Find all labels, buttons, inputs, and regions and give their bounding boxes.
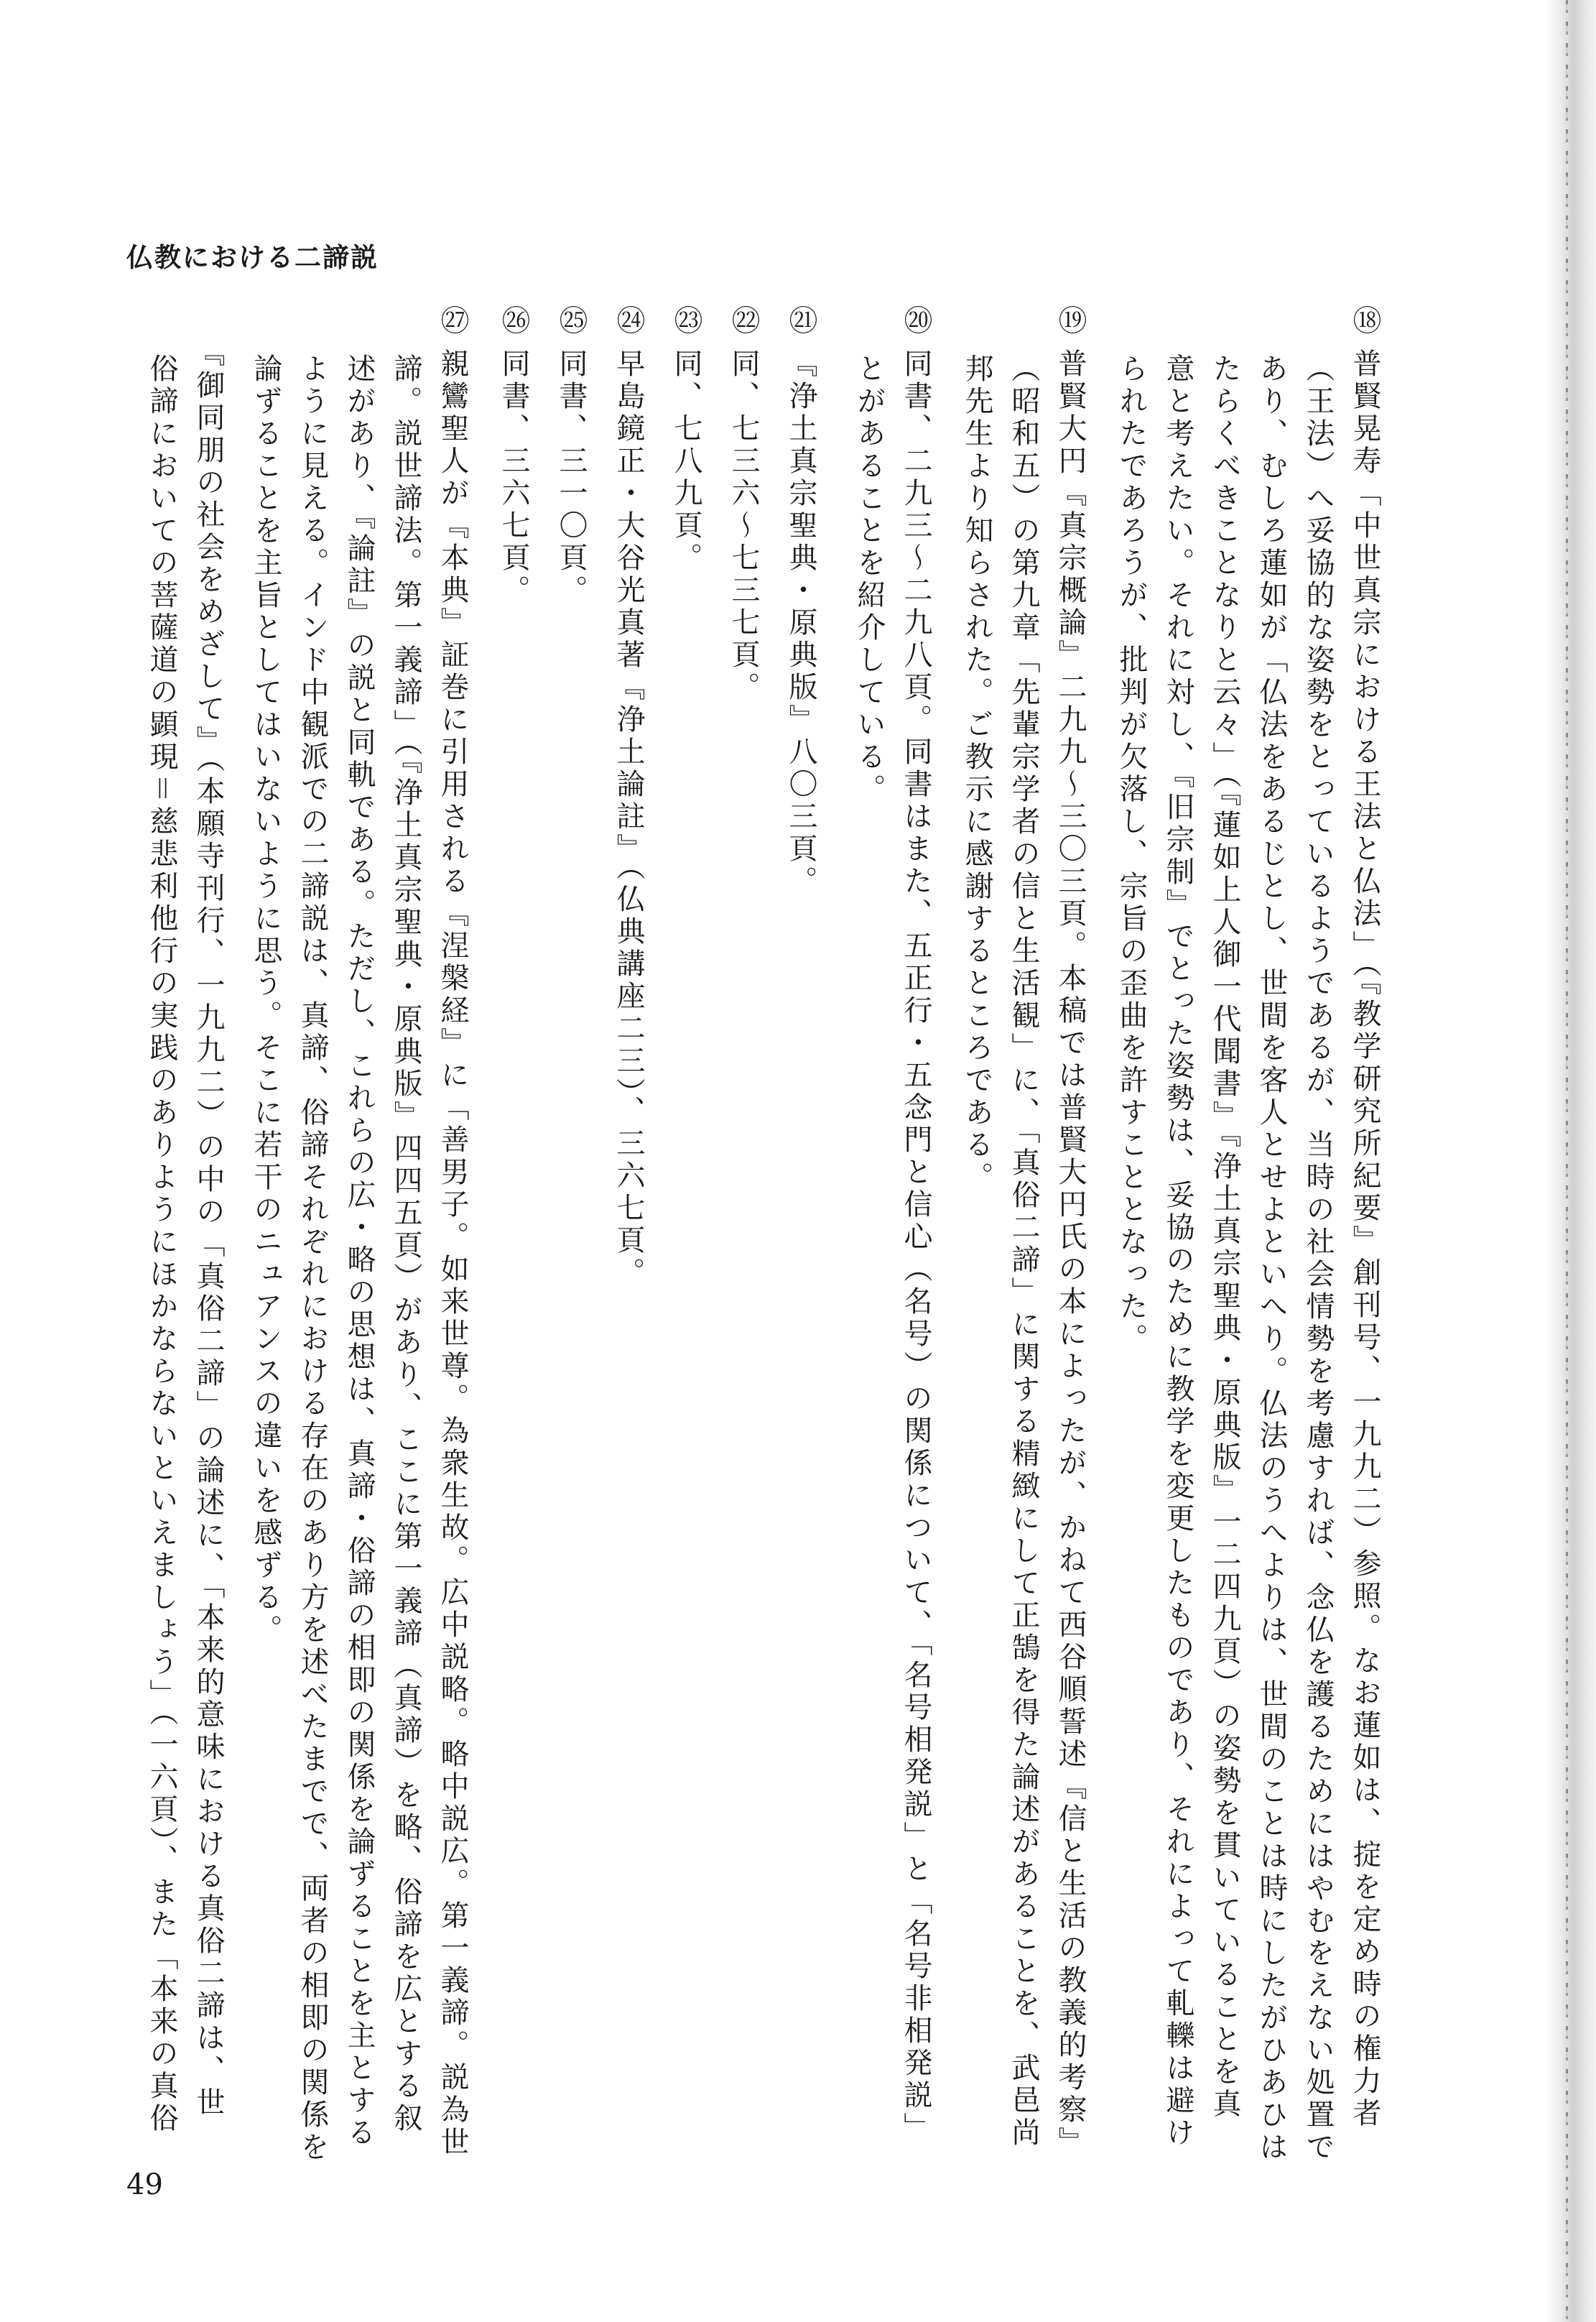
footnote-text: 普賢晃寿「中世真宗における王法と仏法」（『教学研究所紀要』創刊号、一九九二）参照。なお蓮如は、掟を定め時の権力者 xyxy=(1348,348,1381,2130)
footnote-number: ⑳ xyxy=(899,305,932,334)
footnote-number: ㉕ xyxy=(555,305,588,334)
footnote-text: とがあることを紹介している。 xyxy=(853,353,886,806)
footnote-26 xyxy=(499,305,528,2159)
footnote-line xyxy=(391,353,420,2159)
footnote-text: 述があり、『論註』の説と同軌である。ただし、これらの広・略の思想は、真諦・俗諦の相即の関係を論ずることを主とする xyxy=(343,353,376,2150)
footnote-text: ように見える。インド中観派での二諦説は、真諦、俗諦それぞれにおける存在のあり方を述べたまでで、両者の相即の関係を xyxy=(296,353,329,2164)
footnote-number: ㉓ xyxy=(669,305,702,334)
footnote-text: 論ずることを主旨としてはいないように思う。そこに若干のニュアンスの違いを感ずる。 xyxy=(249,353,282,1647)
footnote-19 xyxy=(1056,305,1085,2159)
footnote-number: ㉒ xyxy=(727,305,760,334)
paragraph-line xyxy=(147,353,176,2159)
footnote-24 xyxy=(614,305,643,2159)
footnote-text: 意と考えたい。それに対し、『旧宗制』でとった姿勢は、妥協のために教学を変更したものであり、それによって軋轢は避け xyxy=(1161,353,1194,2150)
footnote-line xyxy=(345,353,374,2159)
paragraph-text: 俗諦においての菩薩道の顕現＝慈悲利他行の実践のありようにほかならないといえましょう」（一六頁）、また「本来の真俗 xyxy=(145,353,178,2135)
footnote-line xyxy=(962,353,991,2159)
footnote-text: られたであろうが、批判が欠落し、宗旨の歪曲を許すこととなった。 xyxy=(1115,353,1148,1356)
paragraph-line xyxy=(194,338,223,2159)
page-number: 49 xyxy=(126,2168,163,2201)
footnote-text: （王法）へ妥協的な姿勢をとっているようであるが、当時の社会情勢を考慮すれば、念仏を護るためにはやむをえない処置で xyxy=(1302,353,1335,2164)
footnote-text: 『浄土真宗聖典・原典版』八〇三頁。 xyxy=(784,348,817,898)
footnote-number: ㉑ xyxy=(784,305,817,334)
footnote-text: 同書、二九三～二九八頁。同書はまた、五正行・五念門と信心（名号）の関係について、「名号相発説」と「名号非相発説」 xyxy=(899,348,932,2145)
footnote-text: あり、むしろ蓮如が「仏法をあるじとし、世間を客人とせよといへり。仏法のうへよりは、世間のことは時にしたがひあひは xyxy=(1255,353,1288,2164)
footnote-text: （昭和五）の第九章「先輩宗学者の信と生活観」に、「真俗二諦」に関する精緻にして正鵠を得た論述があることを、武邑尚 xyxy=(1007,353,1040,2150)
footnote-20 xyxy=(901,305,930,2159)
footnote-line xyxy=(1161,353,1194,2159)
footnote-text: 早島鏡正・大谷光真著『浄土論註』（仏典講座二三）、三六七頁。 xyxy=(612,348,645,1290)
footnote-number: ㉔ xyxy=(612,305,645,334)
footnote-text: 邦先生より知らされた。ご教示に感謝するところである。 xyxy=(960,353,993,1194)
footnote-line xyxy=(1255,353,1288,2164)
footnote-21 xyxy=(784,305,817,2159)
footnote-27 xyxy=(438,305,467,2159)
footnote-line xyxy=(296,353,329,2164)
paragraph-text: 『御同朋の社会をめざして』（本願寺刊行、一九九二）の中の「真俗二諦」の論述に、「本来的意味における真俗二諦は、世 xyxy=(192,338,225,2119)
footnote-text: 同書、三一〇頁。 xyxy=(555,348,588,607)
footnote-text: 同、七三六～七三七頁。 xyxy=(727,348,760,704)
footnote-number: ⑱ xyxy=(1348,305,1381,334)
footnote-text: 同、七八九頁。 xyxy=(669,348,702,575)
footnote-18 xyxy=(1350,305,1379,2159)
footnote-text: 同書、三六七頁。 xyxy=(497,348,530,607)
footnote-number: ⑲ xyxy=(1054,305,1087,334)
footnote-text: 普賢大円『真宗概論』二九九～三〇三頁。本稿では普賢大円氏の本によったが、かねて西谷順誓述『信と生活の教義的考察』 xyxy=(1054,348,1087,2159)
running-head: 仏教における二諦説 xyxy=(126,242,379,273)
footnote-text: たらくべきことなりと云々」（『蓮如上人御一代聞書』『浄土真宗聖典・原典版』一二四九頁）の姿勢を貫いていることを真 xyxy=(1208,353,1241,2121)
footnote-number: ㉖ xyxy=(497,305,530,334)
footnote-line xyxy=(1210,353,1239,2159)
footnote-number: ㉗ xyxy=(436,305,469,334)
footnote-line xyxy=(853,353,886,2159)
footnote-22 xyxy=(729,305,758,2159)
scan-edge xyxy=(1546,0,1596,2322)
footnote-line xyxy=(1117,353,1146,2159)
footnote-text: 諦。説世諦法。第一義諦」（『浄土真宗聖典・原典版』四四五頁）があり、ここに第一義諦（真諦）を略、俗諦を広とする叙 xyxy=(389,353,422,2135)
footnote-line xyxy=(251,353,280,2159)
footnote-line xyxy=(1009,353,1038,2159)
footnote-25 xyxy=(555,305,588,2159)
footnote-text: 親鸞聖人が『本典』証巻に引用される『涅槃経』に「善男子。如来世尊。為衆生故。広中説略。略中説広。第一義諦。説為世 xyxy=(436,348,469,2159)
footnote-line xyxy=(1302,353,1335,2164)
footnote-23 xyxy=(669,305,702,2159)
